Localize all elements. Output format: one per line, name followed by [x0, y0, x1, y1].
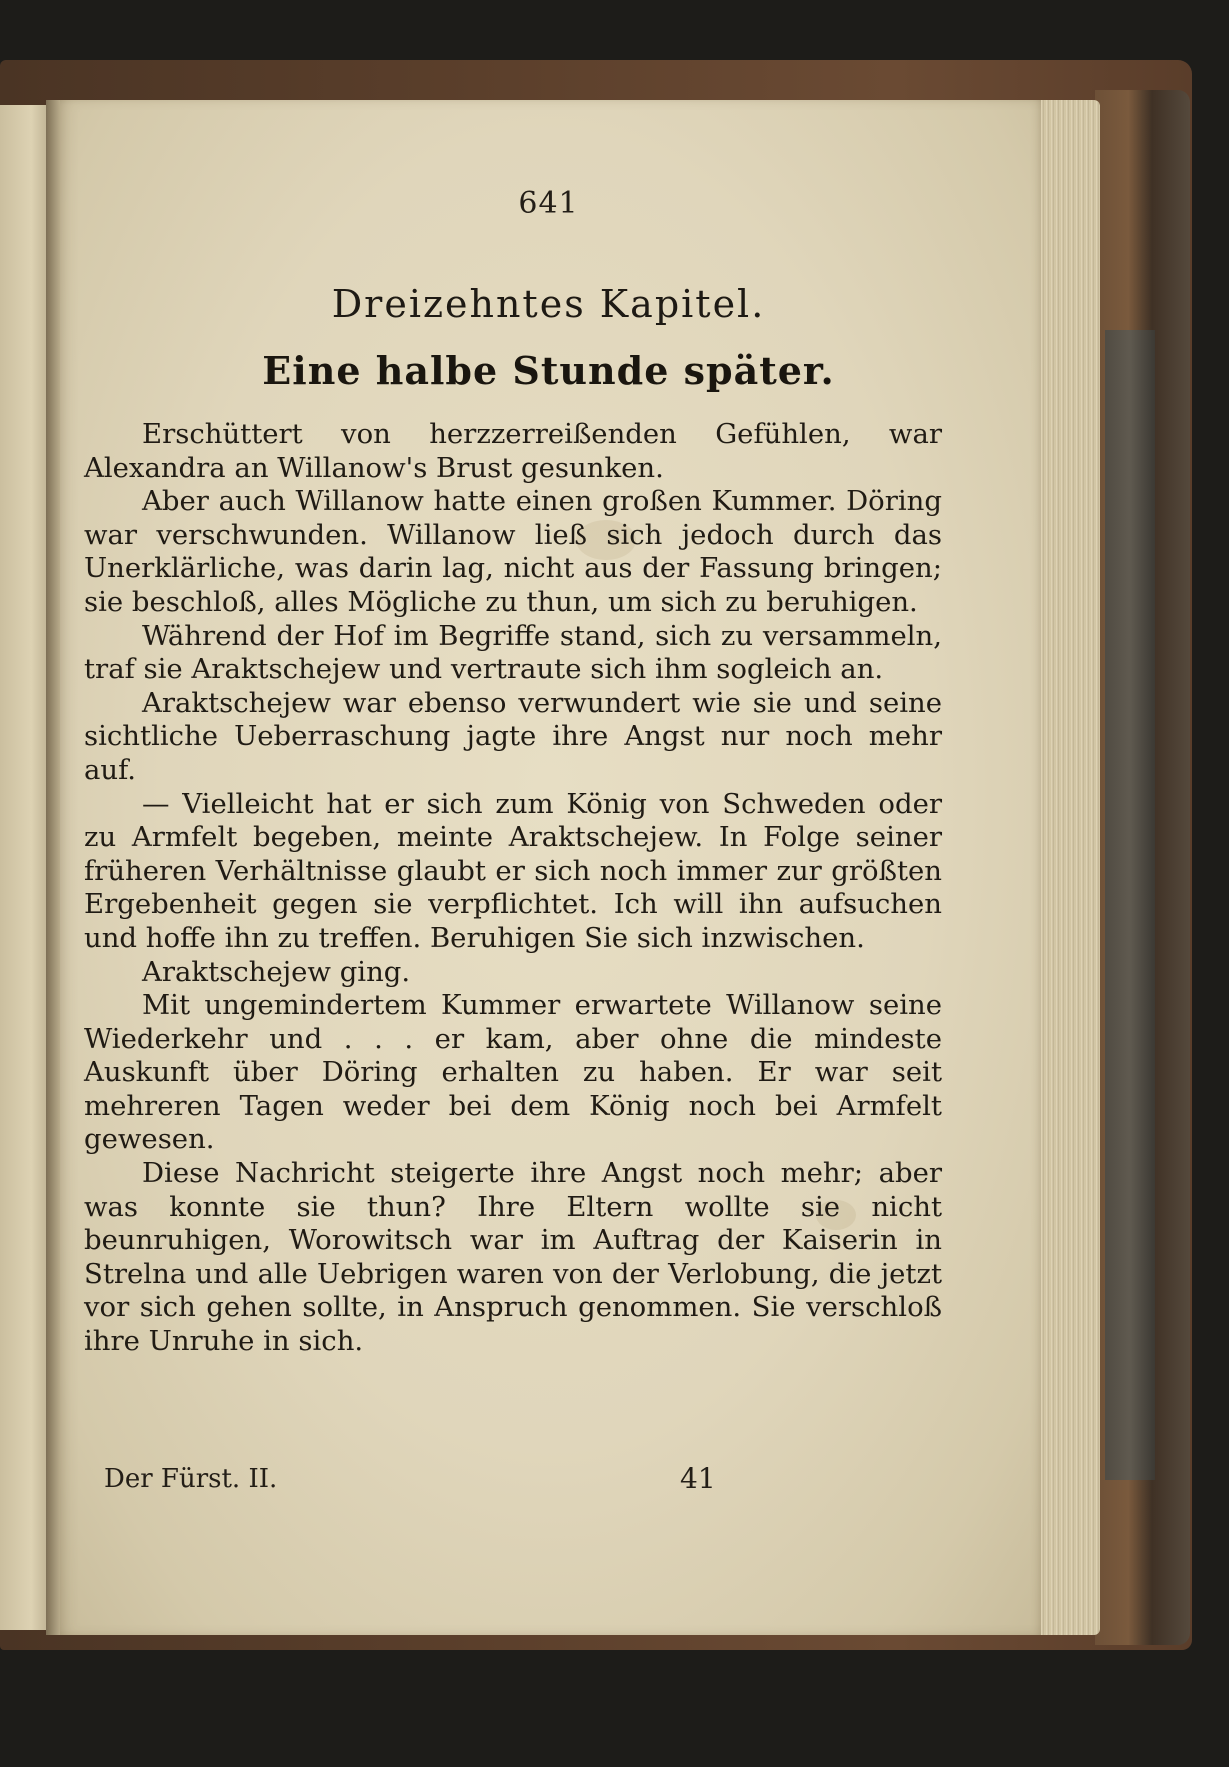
paragraph: — Vielleicht hat er sich zum König von Schweden oder zu Armfelt begeben, meinte Araktschejew. In Folge seiner früheren Verhältnisse glaubt er sich noch immer zur größten Ergebenheit gegen sie verpflichtet. Ich will ihn aufsuchen und hoffe ihn zu treffen. Beruhigen Sie sich inzwischen.: [84, 787, 942, 954]
signature-number: 41: [680, 1462, 716, 1495]
chapter-title: Dreizehntes Kapitel.: [331, 282, 766, 326]
paragraph: Während der Hof im Begriffe stand, sich zu versammeln, traf sie Araktschejew und vertraute sich ihm sogleich an.: [84, 619, 942, 686]
paragraph: Diese Nachricht steigerte ihre Angst noch mehr; aber was konnte sie thun? Ihre Eltern wollte sie nicht beunruhigen, Worowitsch war im Auftrag der Kaiserin in Strelna und alle Uebrigen waren von der Verlobung, die jetzt vor sich gehen sollte, in Anspruch genommen. Sie verschloß ihre Unruhe in sich.: [84, 1157, 942, 1358]
paragraph: Araktschejew war ebenso verwundert wie sie und seine sichtliche Ueberraschung jagte ihre Angst nur noch mehr auf.: [84, 686, 942, 786]
paragraph: Aber auch Willanow hatte einen großen Kummer. Döring war verschwunden. Willanow ließ sich jedoch durch das Unerklärliche, was darin lag, nicht aus der Fassung bringen; sie beschloß, alles Mögliche zu thun, um sich zu beruhigen.: [84, 485, 942, 618]
book-page: [56, 100, 1041, 1635]
paragraph: Araktschejew ging.: [142, 955, 411, 988]
book-gutter: [46, 100, 60, 1635]
chapter-subtitle: Eine halbe Stunde später.: [262, 348, 835, 393]
paragraph: Erschüttert von herzzerreißenden Gefühlen, war Alexandra an Willanow's Brust gesunken.: [84, 418, 942, 484]
paragraph: Mit ungemindertem Kummer erwartete Willanow seine Wiederkehr und . . . er kam, aber ohne die mindeste Auskunft über Döring erhalten zu haben. Er war seit mehreren Tagen weder bei dem König noch bei Armfelt gewesen.: [84, 989, 942, 1156]
page-number: 641: [518, 186, 579, 221]
signature-mark: Der Fürst. II.: [104, 1464, 278, 1494]
cover-spine-strip: [1105, 330, 1155, 1480]
body-text: [84, 418, 942, 1359]
previous-page-edge: [0, 105, 52, 1630]
